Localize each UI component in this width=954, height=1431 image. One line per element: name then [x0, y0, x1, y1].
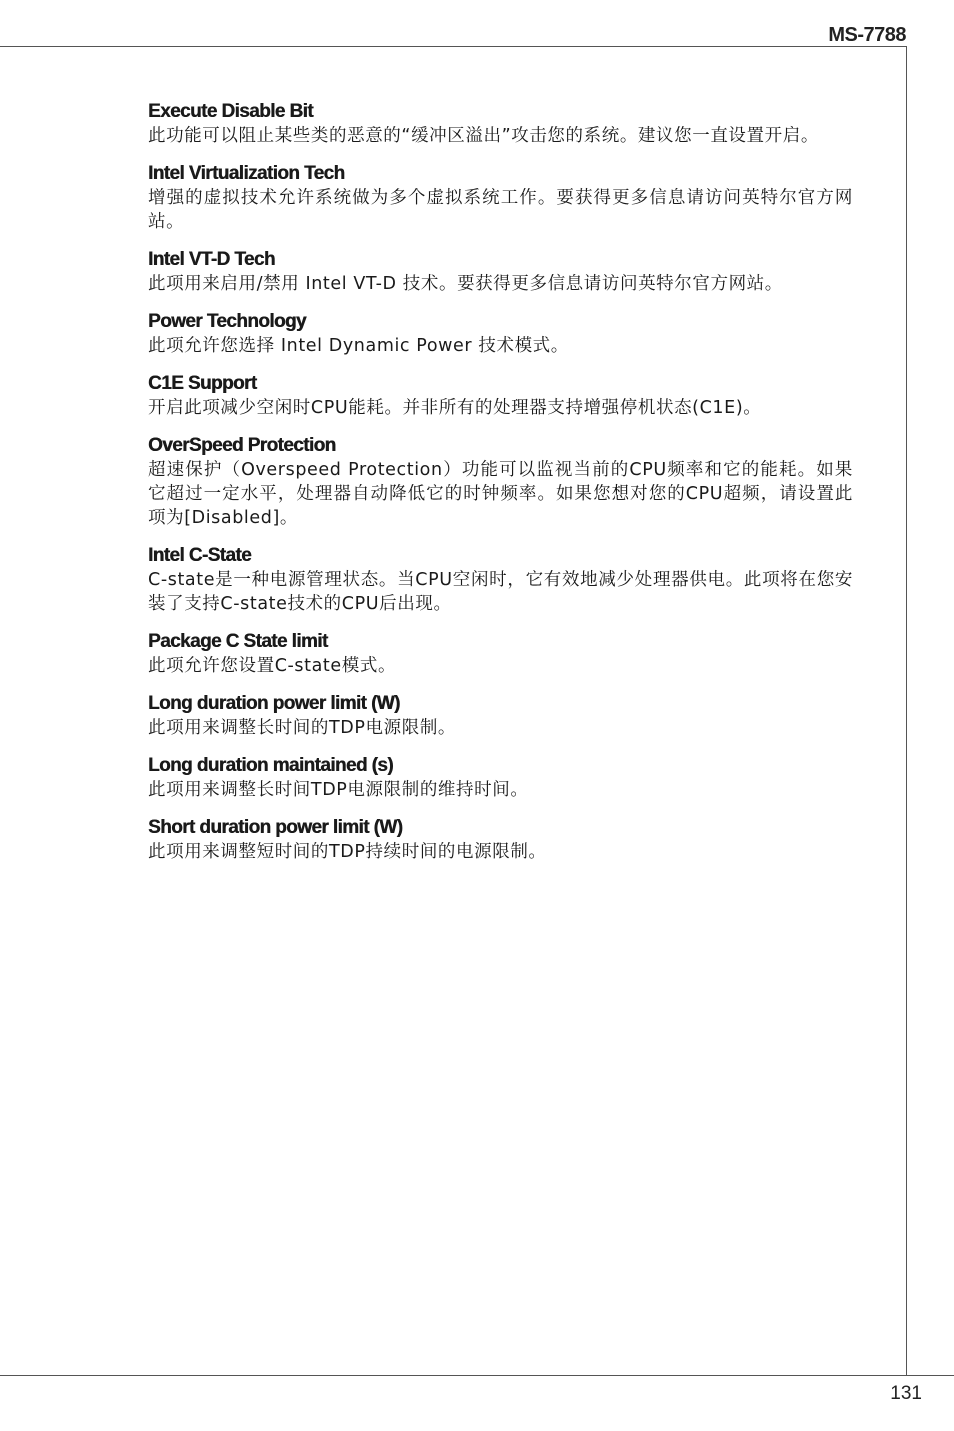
section-package-c-state-limit	[148, 630, 853, 678]
section-title: Intel C-State	[148, 545, 252, 566]
page-number: 131	[890, 1383, 922, 1404]
section-c1e-support	[148, 372, 853, 420]
section-long-duration-power-limit	[148, 692, 853, 740]
section-description: 此项用来调整长时间TDP电源限制的维持时间。	[148, 780, 529, 800]
section-title: Long duration power limit (W)	[148, 693, 400, 714]
section-title: Execute Disable Bit	[148, 101, 313, 122]
section-overspeed-protection	[148, 434, 853, 530]
section-execute-disable-bit	[148, 100, 853, 148]
section-description: 此项允许您设置C-state模式。	[148, 656, 397, 676]
section-power-technology	[148, 310, 853, 358]
right-margin-rule	[906, 46, 907, 1376]
section-title: Power Technology	[148, 311, 306, 332]
section-description: 开启此项减少空闲时CPU能耗。并非所有的处理器支持增强停机状态(C1E)。	[148, 398, 762, 418]
section-title: C1E Support	[148, 373, 257, 394]
section-description: 此项用来调整短时间的TDP持续时间的电源限制。	[148, 842, 547, 862]
section-description: 此项用来调整长时间的TDP电源限制。	[148, 718, 457, 738]
footer-divider	[0, 1375, 954, 1376]
section-description: C-state是一种电源管理状态。当CPU空闲时，它有效地减少处理器供电。此项将在您安装了支持C-state技术的CPU后出现。	[148, 570, 853, 614]
section-title: Intel VT-D Tech	[148, 249, 275, 270]
section-title: Package C State limit	[148, 631, 328, 652]
section-description: 超速保护（Overspeed Protection）功能可以监视当前的CPU频率和它的能耗。如果它超过一定水平，处理器自动降低它的时钟频率。如果您想对您的CPU超频，请设置此项为[Disabled]。	[148, 460, 853, 528]
section-title: Short duration power limit (W)	[148, 817, 403, 838]
section-intel-c-state	[148, 544, 853, 616]
section-description: 此功能可以阻止某些类的恶意的“缓冲区溢出”攻击您的系统。建议您一直设置开启。	[148, 126, 819, 146]
model-label: MS-7788	[828, 24, 906, 46]
section-title: Long duration maintained (s)	[148, 755, 393, 776]
section-description: 此项用来启用/禁用 Intel VT-D 技术。要获得更多信息请访问英特尔官方网站。	[148, 274, 783, 294]
document-content	[148, 100, 853, 878]
section-intel-virtualization-tech	[148, 162, 853, 234]
section-short-duration-power-limit	[148, 816, 853, 864]
section-description: 此项允许您选择 Intel Dynamic Power 技术模式。	[148, 336, 569, 356]
section-long-duration-maintained	[148, 754, 853, 802]
section-title: Intel Virtualization Tech	[148, 163, 345, 184]
header-divider	[0, 46, 907, 47]
section-title: OverSpeed Protection	[148, 435, 336, 456]
section-description: 增强的虚拟技术允许系统做为多个虚拟系统工作。要获得更多信息请访问英特尔官方网站。	[148, 188, 853, 232]
section-intel-vt-d-tech	[148, 248, 853, 296]
